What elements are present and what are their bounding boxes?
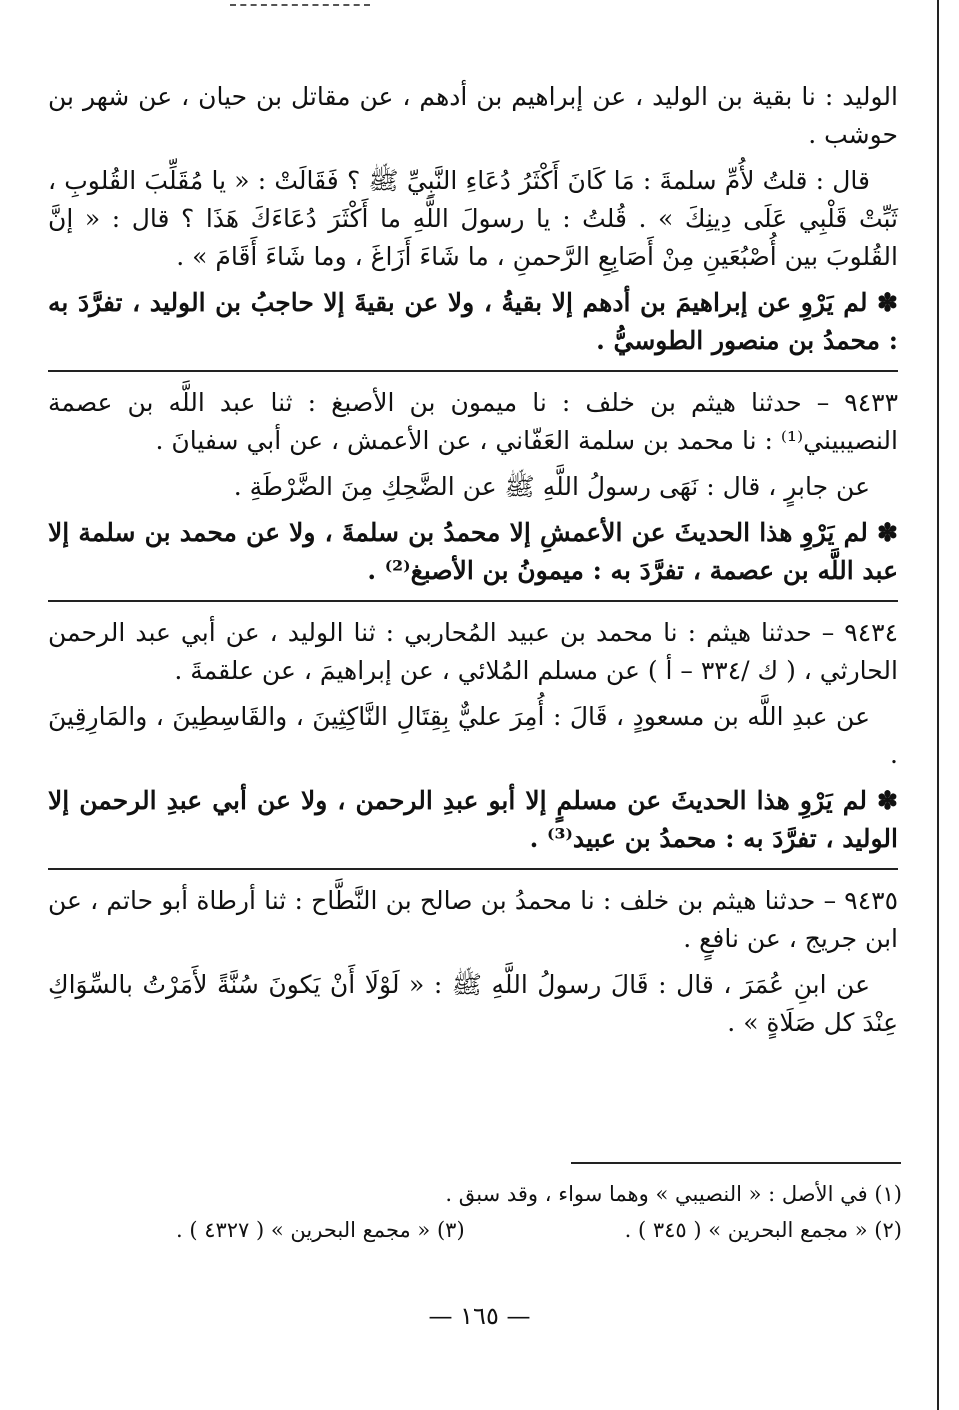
top-edge-dashes [230,4,370,6]
footnote-row-2 [60,1212,902,1248]
paragraph-hadith-9435-isnad: ٩٤٣٥ – حدثنا هيثم بن خلف : نا محمدُ بن صالح بن النَّطَّاح : ثنا أرطاة أبو حاتم ، عن ابن جريج ، عن نافعٍ . [48,886,898,953]
commentary-note-1: ✽ لم يَرْوِ عن إبراهيمَ بن أدهم إلا بقيةُ ، ولا عن بقيةَ إلا حاجبُ بن الوليد ، تفرَّدَ به : محمدُ بن منصور الطوسيُّ . [48,288,898,355]
section-divider-1 [48,370,898,372]
paragraph-hadith-text-1: قال : قلتُ لأُمِّ سلمةَ : مَا كَانَ أَكْثَرُ دُعَاءِ النَّبِيِّ ﷺ ؟ فَقَالَتْ : « يا مُقَلِّبَ القُلوبِ ، ثَبِّتْ قَلْبِي عَلَى دِينِكَ » . قُلتُ : يا رسولَ اللَّهِ ما أَكْثَرَ دُعَاءَكَ هَذَا ؟ قال : « إنَّ القُلوبَ بين أُصْبُعَينِ مِنْ أَصَابِعِ الرَّحمنِ ، ما شَاءَ أَزَاغَ ، وما شَاءَ أَقَامَ » . [48,166,898,271]
paragraph-hadith-9434-matn: عن عبدِ اللَّه بن مسعودٍ ، قَالَ : أُمِرَ عليٌّ بِقِتَالِ النَّاكِثِينَ ، والقَاسِطِينَ ، والمَارِقِينَ . [48,702,898,769]
footnote-1: (١) في الأصل : « النصيبي » وهما سواء ، وقد سبق . [445,1182,902,1206]
page-number: — ١٦٥ — [428,1302,531,1330]
paragraph-hadith-9435-matn: عن ابنِ عُمَرَ ، قال : قَالَ رسولُ اللَّهِ ﷺ : « لَوْلَا أَنْ يَكونَ سُنَّةً لأَمَرْتُ بالسِّوَاكِ عِنْدَ كل صَلَاةٍ » . [48,970,898,1037]
footnote-2: (٢) « مجمع البحرين » ( ٣٤٥ ) . [624,1218,902,1242]
section-divider-2 [48,600,898,602]
main-text-block [48,78,898,1050]
paragraph-isnad-continuation: الوليد : نا بقية بن الوليد ، عن إبراهيم بن أدهم ، عن مقاتل بن حيان ، عن شهر بن حوشب . [48,82,898,149]
paragraph-hadith-9433-matn: عن جابرٍ ، قال : نَهَى رسولُ اللَّهِ ﷺ عن الضَّحِكِ مِنَ الضَّرْطَةِ . [233,472,870,501]
footnote-separator [571,1162,901,1164]
section-divider-3 [48,868,898,870]
footnote-3: (٣) « مجمع البحرين » ( ٤٣٢٧ ) . [176,1218,465,1242]
paragraph-hadith-9434-isnad: ٩٤٣٤ – حدثنا هيثم : نا محمد بن عبيد المُحاربي : ثنا الوليد ، عن أبي عبد الرحمن الحارثي ، ( ك /٣٣٤ – أ ) عن مسلم المُلائي ، عن إبراهيمَ ، عن علقمةَ . [48,618,898,685]
commentary-note-3: ✽ لم يَرْوِ هذا الحديثَ عن مسلمٍ إلا أبو عبدِ الرحمن ، ولا عن أبي عبدِ الرحمن إلا الوليد ، تفرَّدَ به : محمدُ بن عبيد⁽³⁾ . [48,786,898,853]
footnotes-block [60,1176,902,1248]
footnote-row-1 [60,1176,902,1212]
commentary-note-2: ✽ لم يَرْوِ هذا الحديثَ عن الأعمشِ إلا محمدُ بن سلمةَ ، ولا عن محمد بن سلمة إلا عبد اللَّه بن عصمة ، تفرَّدَ به : ميمونُ بن الأصبغ⁽²⁾ . [48,518,898,585]
paragraph-hadith-9433-isnad: ٩٤٣٣ – حدثنا هيثم بن خلف : نا ميمون بن الأصبغ : ثنا عبد اللَّه بن عصمة النصيبيني⁽¹⁾ : نا محمد بن سلمة العَفّاني ، عن الأعمش ، عن أبي سفيانَ . [48,388,898,455]
page-binding-edge [937,0,939,1410]
